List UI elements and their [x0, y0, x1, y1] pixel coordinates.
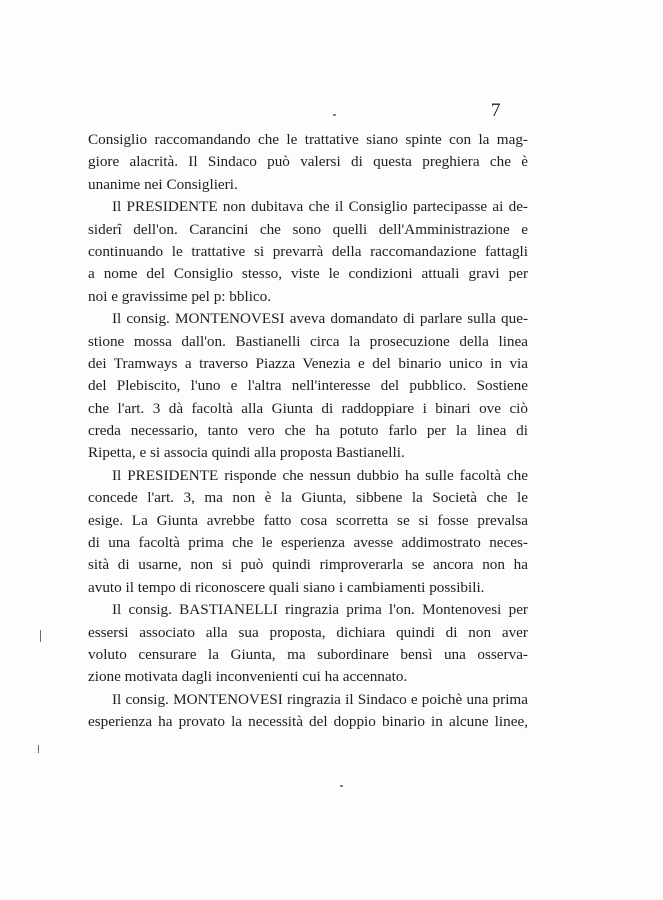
page-number: 7: [491, 100, 501, 121]
paragraph-first-line: Il consig. MONTENOVESI ringrazia il Sindaco e poichè una prima: [112, 690, 528, 708]
text-line: stione mossa dall'on. Bastianelli circa la prosecuzione della linea: [88, 332, 528, 350]
text-line: Consiglio raccomandando che le trattative siano spinte con la mag-: [88, 131, 528, 148]
paragraph-first-line: Il PRESIDENTE non dubitava che il Consiglio partecipasse ai de-: [112, 198, 528, 216]
text-line: unanime nei Consiglieri.: [88, 175, 238, 193]
body-text: [88, 129, 528, 734]
text-line: concede l'art. 3, ma non è la Giunta, sibbene la Società che le: [88, 489, 528, 507]
text-line: avuto il tempo di riconoscere quali siano i cambiamenti possibili.: [88, 578, 485, 596]
paragraph-first-line: Il PRESIDENTE risponde che nessun dubbio ha sulle facoltà che: [112, 466, 528, 484]
text-line: dei Tramways a traverso Piazza Venezia e del binario unico in via: [88, 354, 528, 372]
scan-speck: [333, 114, 336, 116]
text-line: esperienza ha provato la necessità del doppio binario in alcune linee,: [88, 713, 528, 731]
text-line: voluto censurare la Giunta, ma subordinare bensì una osserva-: [88, 645, 528, 663]
text-line: che l'art. 3 dà facoltà alla Giunta di raddoppiare i binari ove ciò: [88, 399, 528, 417]
paragraph-first-line: Il consig. MONTENOVESI aveva domandato di parlare sulla que-: [112, 310, 528, 328]
text-line: esige. La Giunta avrebbe fatto cosa scorretta se si fosse prevalsa: [88, 511, 528, 529]
text-line: a nome del Consiglio stesso, viste le condizioni attuali gravi per: [88, 265, 528, 283]
text-line: zione motivata dagli inconvenienti cui ha accennato.: [88, 668, 408, 686]
text-line: siderî dell'on. Carancini che sono quelli dell'Amministrazione e: [88, 220, 528, 238]
text-line: continuando le trattative si prevarrà della raccomandazione fattagli: [88, 242, 528, 260]
text-line: giore alacrità. Il Sindaco può valersi di questa preghiera che è: [88, 153, 528, 171]
margin-mark: [40, 630, 41, 642]
scan-speck: [340, 785, 343, 787]
margin-mark: [38, 745, 39, 753]
text-line: di una facoltà prima che le esperienza avesse addimostrato neces-: [88, 534, 528, 552]
paragraph-first-line: Il consig. BASTIANELLI ringrazia prima l'on. Montenovesi per: [112, 601, 528, 619]
text-line: Ripetta, e si associa quindi alla proposta Bastianelli.: [88, 444, 405, 462]
text-line: del Plebiscito, l'uno e l'altra nell'interesse del pubblico. Sostiene: [88, 377, 528, 395]
text-line: noi e gravissime pel p: bblico.: [88, 287, 272, 305]
text-line: essersi associato alla sua proposta, dichiara quindi di non aver: [88, 623, 528, 641]
text-line: creda necessario, tanto vero che ha potuto farlo per la linea di: [88, 422, 528, 440]
text-line: sità di usarne, non si può quindi rimproverarla se ancora non ha: [88, 556, 528, 574]
